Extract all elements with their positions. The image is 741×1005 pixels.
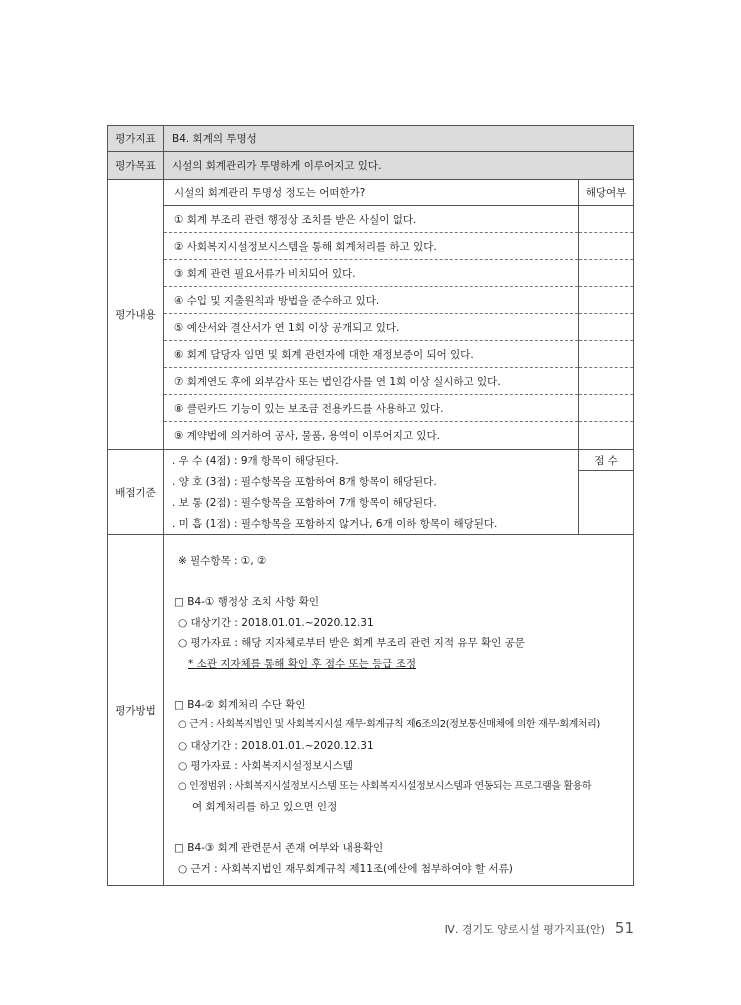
indicator-value: B4. 회계의 투명성 [164, 126, 634, 152]
content-row [108, 180, 634, 450]
goal-row [108, 152, 634, 180]
scoring-item: . 보 통 (2점) : 필수항목을 포함하여 7개 항목이 해당된다. [172, 497, 437, 509]
applicable-cell [579, 422, 633, 449]
b2-period: ○ 대상기간 : 2018.01.01.~2020.12.31 [178, 739, 374, 752]
scoring-item: . 우 수 (4점) : 9개 항목이 해당된다. [172, 455, 339, 467]
b1-period: ○ 대상기간 : 2018.01.01.~2020.12.31 [178, 616, 374, 629]
b2-title: □ B4-② 회계처리 수단 확인 [174, 698, 306, 711]
scoring-label: 배점기준 [108, 450, 164, 535]
applicable-cell [579, 206, 633, 233]
b2-basis: ○ 근거 : 사회복지법인 및 사회복지시설 재무·회계규칙 제6조의2(정보통신매체에 의한 재무·회계처리) [178, 719, 600, 730]
content-items [164, 180, 633, 449]
b1-title: □ B4-① 행정상 조치 사항 확인 [174, 596, 319, 608]
goal-value: 시설의 회계관리가 투명하게 이루어지고 있다. [164, 152, 634, 180]
b2-scope: ○ 인정범위 : 사회복지시설정보시스템 또는 사회복지시설정보시스템과 연동되는 프로그램을 활용하 [178, 780, 592, 792]
footer-title: Ⅳ. 경기도 양로시설 평가지표(안) [444, 923, 605, 936]
page-number: 51 [614, 919, 634, 937]
applicable-cell [579, 368, 633, 395]
goal-label: 평가목표 [108, 152, 164, 180]
method-content [164, 535, 633, 885]
page-footer [445, 919, 634, 937]
b3-title: □ B4-③ 회계 관련문서 존재 여부와 내용확인 [174, 842, 384, 854]
b1-material: ○ 평가자료 : 해당 지자체로부터 받은 회계 부조리 관련 지적 유무 확인 공문 [178, 637, 525, 649]
scoring-item: . 양 호 (3점) : 필수항목을 포함하여 8개 항목이 해당된다. [172, 476, 437, 488]
content-item: ⑥ 회계 담당자 임면 및 회계 관련자에 대한 재정보증이 되어 있다. [164, 341, 578, 368]
content-item: ① 회계 부조리 관련 행정상 조치를 받은 사실이 없다. [164, 206, 578, 233]
applicable-cell [579, 341, 633, 368]
content-item: ⑧ 클린카드 기능이 있는 보조금 전용카드를 사용하고 있다. [164, 395, 578, 422]
indicator-label: 평가지표 [108, 126, 164, 152]
b2-scope-cont: 여 회계처리를 하고 있으면 인정 [192, 801, 338, 813]
content-item: ⑤ 예산서와 결산서가 연 1회 이상 공개되고 있다. [164, 314, 578, 341]
content-item: ⑦ 회계연도 후에 외부감사 또는 법인감사를 연 1회 이상 실시하고 있다. [164, 368, 578, 395]
content-item: ⑨ 계약법에 의거하여 공사, 물품, 용역이 이루어지고 있다. [174, 430, 440, 442]
applicable-cell [579, 314, 633, 341]
b2-material: ○ 평가자료 : 사회복지시설정보시스템 [178, 760, 353, 772]
content-item: ③ 회계 관련 필요서류가 비치되어 있다. [164, 260, 578, 287]
score-header: 점 수 [579, 450, 633, 471]
content-item: ② 사회복지시설정보시스템을 통해 회계처리를 하고 있다. [164, 233, 578, 260]
score-cell [579, 471, 633, 534]
applicable-cell [579, 395, 633, 422]
evaluation-table [107, 125, 634, 886]
evaluation-table-container [107, 125, 634, 886]
applicable-header: 해당여부 [579, 180, 633, 206]
b1-note: * 소관 지자체를 통해 확인 후 점수 또는 등급 조정 [188, 657, 417, 670]
scoring-item: . 미 흡 (1점) : 필수항목을 포함하지 않거나, 6개 이하 항목이 해당된다. [172, 518, 498, 530]
required-items: ※ 필수항목 : ①, ② [178, 555, 267, 567]
b3-basis: ○ 근거 : 사회복지법인 재무회계규칙 제11조(예산에 첨부하여야 할 서류) [178, 862, 513, 875]
scoring-items [164, 450, 633, 534]
method-label: 평가방법 [108, 535, 164, 886]
content-label: 평가내용 [108, 180, 164, 450]
content-question: 시설의 회계관리 투명성 정도는 어떠한가? [164, 180, 578, 206]
applicable-cell [579, 233, 633, 260]
indicator-row [108, 126, 634, 152]
method-row [108, 535, 634, 886]
content-item: ④ 수입 및 지출원칙과 방법을 준수하고 있다. [164, 287, 578, 314]
applicable-cell [579, 260, 633, 287]
scoring-row [108, 450, 634, 535]
applicable-cell [579, 287, 633, 314]
